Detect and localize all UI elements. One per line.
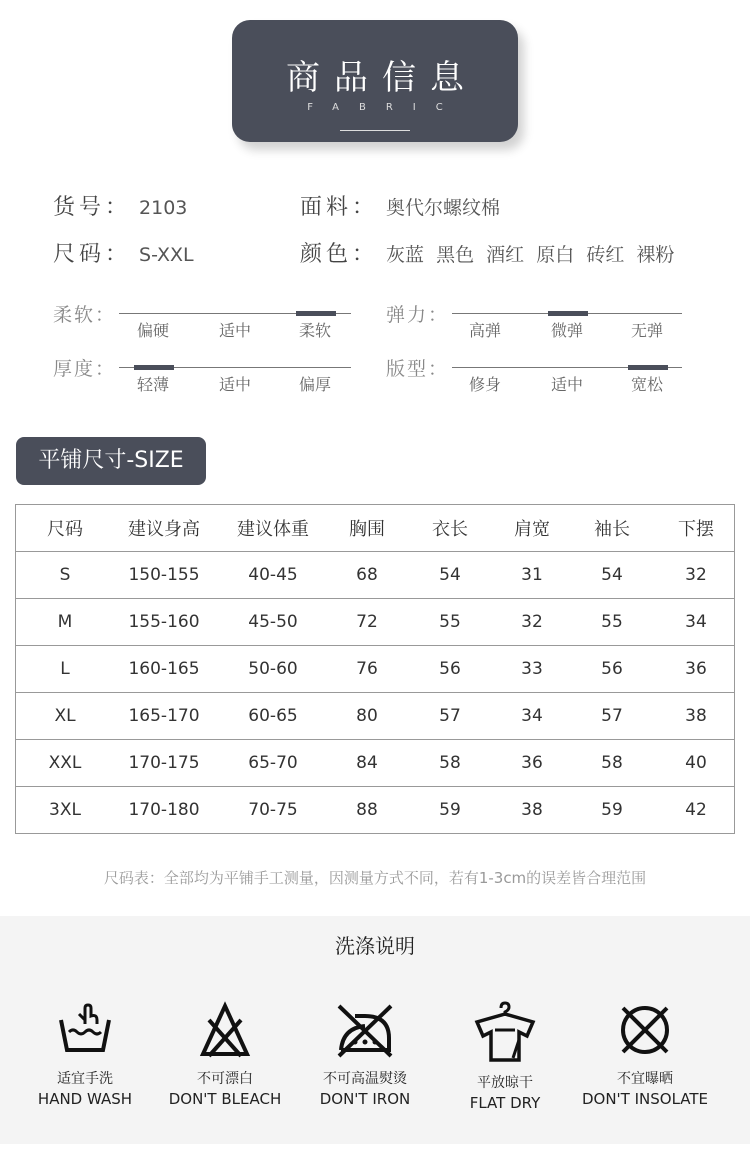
- table-header-cell: 建议体重: [214, 505, 332, 552]
- size-note: 尺码表：全部均为平铺手工测量，因测量方式不同，若有1-3cm的误差皆合理范围: [103, 869, 647, 887]
- table-cell: 57: [566, 693, 658, 740]
- table-header-row: [16, 505, 735, 552]
- info-size: [53, 237, 194, 268]
- wash-item-en: DON'T INSOLATE: [581, 1090, 709, 1108]
- table-cell: 54: [402, 552, 498, 599]
- info-item-no: [53, 190, 187, 221]
- table-cell: 60-65: [214, 693, 332, 740]
- table-cell: 32: [498, 599, 566, 646]
- scale-label: 厚度：: [53, 358, 117, 380]
- table-cell: 165-170: [114, 693, 214, 740]
- table-cell: 57: [402, 693, 498, 740]
- table-cell: 33: [498, 646, 566, 693]
- table-cell: 32: [658, 552, 735, 599]
- table-header-cell: 下摆: [658, 505, 735, 552]
- table-cell: 34: [498, 693, 566, 740]
- wash-item-no-iron: [295, 1000, 435, 1108]
- info-value: 灰蓝 黑色 酒红 原白 砖红 裸粉: [386, 244, 675, 266]
- table-cell: 56: [402, 646, 498, 693]
- table-cell: 42: [658, 787, 735, 834]
- scale-marker: [548, 311, 588, 316]
- scale-option: 柔软: [298, 321, 331, 340]
- wash-item-en: DON'T IRON: [319, 1090, 411, 1108]
- scale-elasticity: [386, 300, 716, 350]
- table-cell: 170-175: [114, 740, 214, 787]
- scale-fit: [386, 354, 716, 404]
- no-bleach-icon: [195, 1000, 255, 1060]
- wash-title: 洗涤说明: [335, 934, 415, 958]
- no-iron-icon: [333, 1000, 397, 1060]
- table-cell: 38: [658, 693, 735, 740]
- scale-option: 微弹: [550, 321, 583, 340]
- scale-option: 适中: [550, 375, 583, 394]
- table-row: [16, 787, 735, 834]
- table-cell: M: [16, 599, 115, 646]
- table-cell: S: [16, 552, 115, 599]
- info-label: 颜色：: [300, 242, 379, 267]
- wash-item-no-insolate: [575, 1000, 715, 1108]
- scale-option: 宽松: [630, 375, 663, 394]
- scale-thickness: [53, 354, 383, 404]
- size-section-title: 平铺尺寸-SIZE: [16, 437, 206, 485]
- scale-option: 偏硬: [136, 321, 169, 340]
- info-label: 货号：: [53, 195, 132, 220]
- table-cell: 31: [498, 552, 566, 599]
- table-header-cell: 衣长: [402, 505, 498, 552]
- info-value: 2103: [139, 197, 188, 219]
- scale-softness: [53, 300, 383, 350]
- table-cell: 58: [566, 740, 658, 787]
- table-cell: 68: [332, 552, 402, 599]
- header-badge: [232, 20, 518, 142]
- table-cell: 84: [332, 740, 402, 787]
- wash-item-cn: 平放晾干: [477, 1075, 533, 1091]
- scale-option: 修身: [468, 375, 501, 394]
- table-cell: 40: [658, 740, 735, 787]
- scale-option: 适中: [218, 375, 251, 394]
- table-cell: 59: [402, 787, 498, 834]
- wash-item-cn: 不宜曝晒: [617, 1071, 673, 1087]
- scale-marker: [134, 365, 174, 370]
- table-row: [16, 552, 735, 599]
- table-cell: 36: [658, 646, 735, 693]
- wash-item-en: HAND WASH: [37, 1090, 133, 1108]
- table-cell: 155-160: [114, 599, 214, 646]
- table-cell: 150-155: [114, 552, 214, 599]
- header-title: 商品信息: [286, 58, 478, 98]
- scale-label: 弹力：: [386, 304, 450, 326]
- table-cell: 160-165: [114, 646, 214, 693]
- table-cell: 59: [566, 787, 658, 834]
- header-subtitle: FABRIC: [307, 102, 463, 113]
- table-cell: 72: [332, 599, 402, 646]
- table-cell: 55: [402, 599, 498, 646]
- scale-marker: [296, 311, 336, 316]
- table-cell: 70-75: [214, 787, 332, 834]
- table-header-cell: 袖长: [566, 505, 658, 552]
- table-cell: 36: [498, 740, 566, 787]
- scale-label: 柔软：: [53, 304, 117, 326]
- table-cell: 45-50: [214, 599, 332, 646]
- wash-item-cn: 不可高温熨烫: [323, 1071, 407, 1087]
- no-insolate-icon: [615, 1000, 675, 1060]
- info-value: S-XXL: [139, 244, 194, 266]
- table-cell: 76: [332, 646, 402, 693]
- table-cell: 38: [498, 787, 566, 834]
- table-header-cell: 胸围: [332, 505, 402, 552]
- wash-item-hand-wash: [15, 1000, 155, 1108]
- table-cell: 34: [658, 599, 735, 646]
- scale-option: 偏厚: [298, 375, 331, 394]
- table-cell: 88: [332, 787, 402, 834]
- info-fabric: [300, 190, 500, 221]
- table-cell: 55: [566, 599, 658, 646]
- info-label: 尺码：: [53, 242, 132, 267]
- table-cell: L: [16, 646, 115, 693]
- table-cell: 58: [402, 740, 498, 787]
- table-row: [16, 599, 735, 646]
- flat-dry-icon: [473, 1000, 537, 1064]
- table-cell: 3XL: [16, 787, 115, 834]
- wash-item-no-bleach: [155, 1000, 295, 1108]
- wash-item-cn: 适宜手洗: [57, 1071, 113, 1087]
- table-cell: 54: [566, 552, 658, 599]
- table-row: [16, 693, 735, 740]
- info-value: 奥代尔螺纹棉: [386, 197, 501, 219]
- wash-item-cn: 不可漂白: [197, 1071, 253, 1087]
- table-header-cell: 尺码: [16, 505, 115, 552]
- table-header-cell: 肩宽: [498, 505, 566, 552]
- table-cell: 65-70: [214, 740, 332, 787]
- table-row: [16, 740, 735, 787]
- table-cell: 56: [566, 646, 658, 693]
- scale-marker: [628, 365, 668, 370]
- info-color: [300, 237, 674, 268]
- info-label: 面料：: [300, 195, 379, 220]
- table-cell: 170-180: [114, 787, 214, 834]
- table-cell: XL: [16, 693, 115, 740]
- table-row: [16, 646, 735, 693]
- scale-option: 高弹: [468, 321, 501, 340]
- size-table: [15, 504, 735, 834]
- scale-label: 版型：: [386, 358, 450, 380]
- wash-item-en: DON'T BLEACH: [168, 1090, 282, 1108]
- table-cell: 40-45: [214, 552, 332, 599]
- scale-option: 适中: [218, 321, 251, 340]
- table-cell: 50-60: [214, 646, 332, 693]
- hand-wash-icon: [55, 1000, 115, 1060]
- wash-item-flat-dry: [435, 1000, 575, 1112]
- wash-item-en: FLAT DRY: [469, 1094, 541, 1112]
- scale-option: 轻薄: [136, 375, 169, 394]
- header-underline: [340, 130, 410, 131]
- scale-option: 无弹: [630, 321, 663, 340]
- table-header-cell: 建议身高: [114, 505, 214, 552]
- table-cell: 80: [332, 693, 402, 740]
- table-cell: XXL: [16, 740, 115, 787]
